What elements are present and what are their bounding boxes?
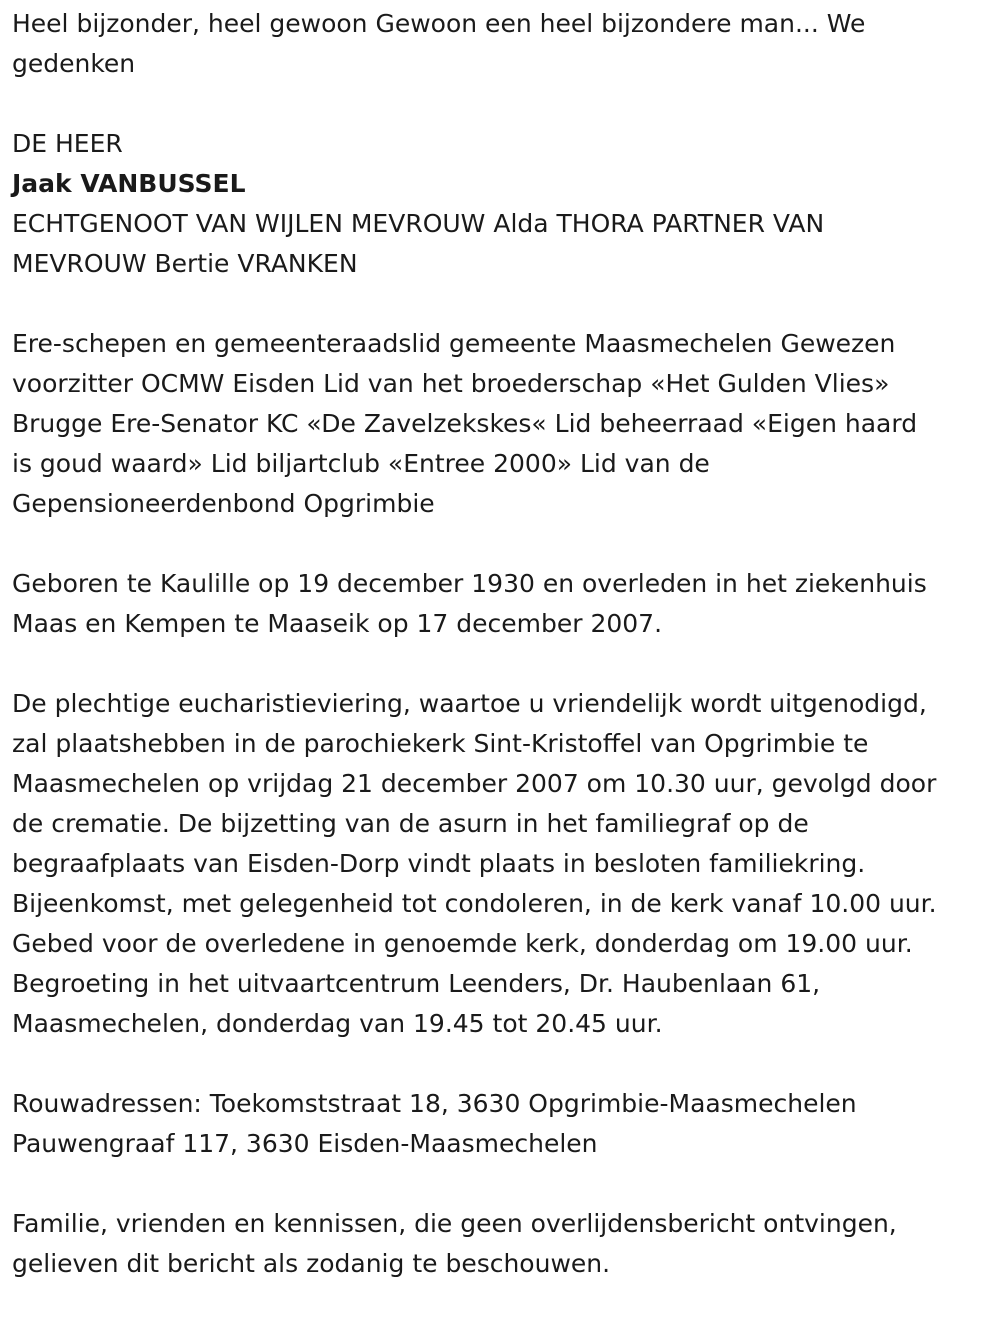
intro-line: Heel bijzonder, heel gewoon Gewoon een heel bijzondere man... We [12, 9, 866, 38]
deceased-name: Jaak VANBUSSEL [12, 169, 246, 198]
addresses-paragraph [12, 1084, 988, 1164]
intro-line: gedenken [12, 49, 136, 78]
ceremony-line: Bijeenkomst, met gelegenheid tot condoleren, in de kerk vanaf 10.00 uur. [12, 889, 937, 918]
birth-death-line: Geboren te Kaulille op 19 december 1930 en overleden in het ziekenhuis [12, 569, 927, 598]
ceremony-line: Maasmechelen op vrijdag 21 december 2007 om 10.30 uur, gevolgd door [12, 769, 937, 798]
ceremony-line: zal plaatshebben in de parochiekerk Sint-Kristoffel van Opgrimbie te [12, 729, 869, 758]
functions-line: Ere-schepen en gemeenteraadslid gemeente Maasmechelen Gewezen [12, 329, 896, 358]
relations-line: ECHTGENOOT VAN WIJLEN MEVROUW Alda THORA PARTNER VAN [12, 209, 825, 238]
ceremony-line: begraafplaats van Eisden-Dorp vindt plaats in besloten familiekring. [12, 849, 866, 878]
functions-line: voorzitter OCMW Eisden Lid van het broederschap «Het Gulden Vlies» [12, 369, 890, 398]
relations-paragraph [12, 204, 988, 284]
functions-line: Brugge Ere-Senator KC «De Zavelzekskes« Lid beheerraad «Eigen haard [12, 409, 918, 438]
ceremony-line: Gebed voor de overledene in genoemde kerk, donderdag om 19.00 uur. [12, 929, 913, 958]
closing-paragraph [12, 1204, 988, 1284]
functions-line: Gepensioneerdenbond Opgrimbie [12, 489, 435, 518]
relations-line: MEVROUW Bertie VRANKEN [12, 249, 358, 278]
ceremony-line: de crematie. De bijzetting van de asurn in het familiegraf op de [12, 809, 809, 838]
intro-paragraph [12, 4, 988, 84]
address-line: Rouwadressen: Toekomststraat 18, 3630 Opgrimbie-Maasmechelen [12, 1089, 857, 1118]
functions-paragraph [12, 324, 988, 524]
address-line: Pauwengraaf 117, 3630 Eisden-Maasmechelen [12, 1129, 598, 1158]
ceremony-line: Maasmechelen, donderdag van 19.45 tot 20.45 uur. [12, 1009, 663, 1038]
functions-line: is goud waard» Lid biljartclub «Entree 2000» Lid van de [12, 449, 710, 478]
birth-death-paragraph [12, 564, 988, 644]
ceremony-line: De plechtige eucharistieviering, waartoe u vriendelijk wordt uitgenodigd, [12, 689, 927, 718]
salutation: DE HEER [12, 129, 123, 158]
closing-line: Familie, vrienden en kennissen, die geen overlijdensbericht ontvingen, [12, 1209, 897, 1238]
birth-death-line: Maas en Kempen te Maaseik op 17 december 2007. [12, 609, 663, 638]
ceremony-paragraph [12, 684, 988, 1044]
ceremony-line: Begroeting in het uitvaartcentrum Leenders, Dr. Haubenlaan 61, [12, 969, 821, 998]
closing-line: gelieven dit bericht als zodanig te beschouwen. [12, 1249, 611, 1278]
